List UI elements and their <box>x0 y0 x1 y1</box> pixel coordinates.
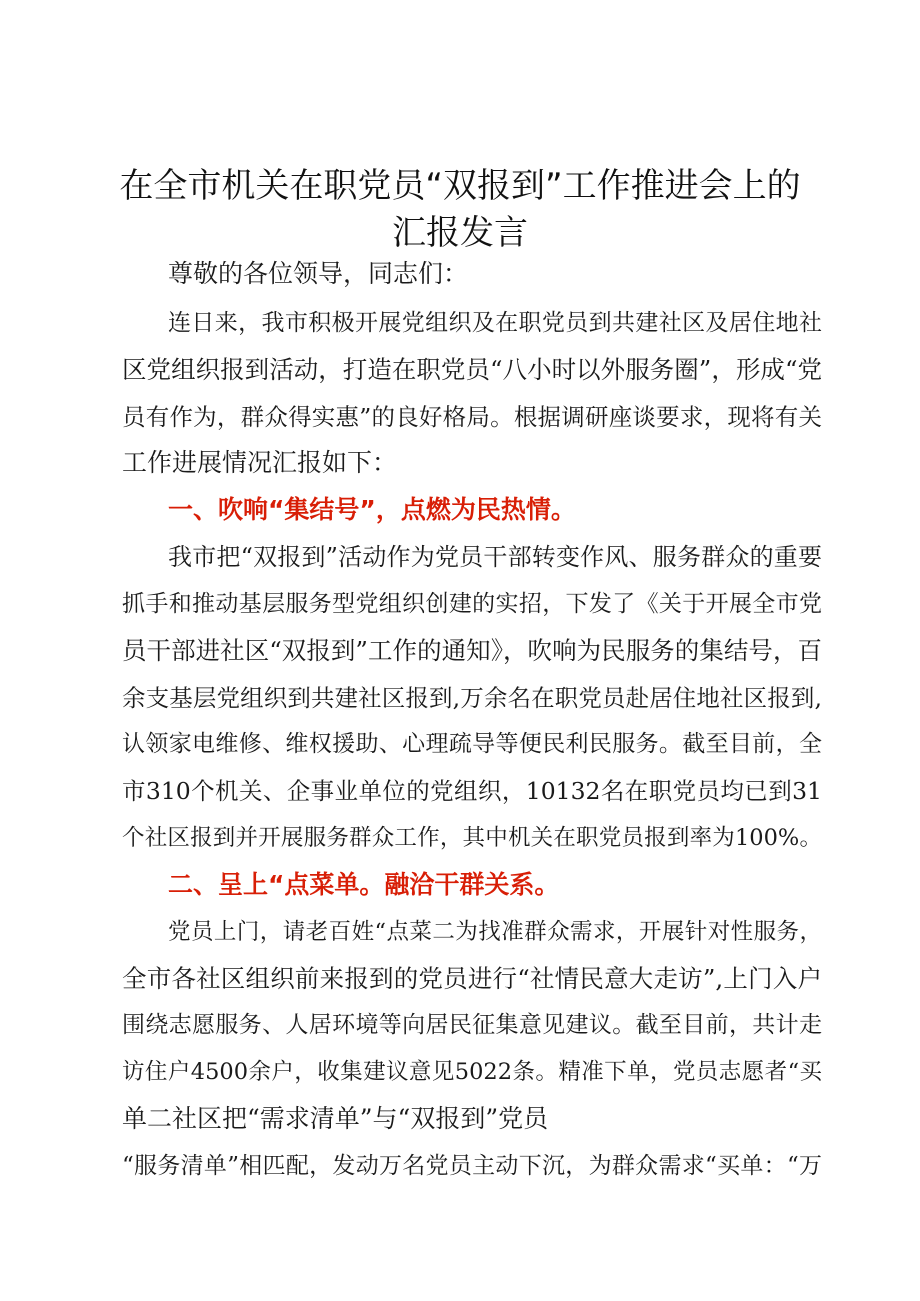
paragraph-line: 区党组织报到活动，打造在职党员“八小时以外服务圈”，形成“党 <box>122 355 822 384</box>
paragraph-line: 访住户4500余户，收集建议意见5022条。精准下单，党员志愿者“买 <box>122 1059 822 1085</box>
salutation: 尊敬的各位领导，同志们： <box>168 259 469 288</box>
paragraph-line: 工作进展情况汇报如下： <box>122 448 398 477</box>
paragraph-line: 余支基层党组织到共建社区报到,万余名在职党员赴居住地社区报到, <box>122 684 822 712</box>
paragraph-line: 围绕志愿服务、人居环境等向居民征集意见建议。截至目前，共计走 <box>122 1012 822 1038</box>
paragraph-line: 市310个机关、企事业单位的党组织，10132名在职党员均已到31 <box>122 777 822 805</box>
paragraph-line: 连日来，我市积极开展党组织及在职党员到共建社区及居住地社 <box>168 310 822 336</box>
document-title-line-1: 在全市机关在职党员“双报到”工作推进会上的 <box>119 166 801 206</box>
paragraph-line: “服务清单”相匹配，发动万名党员主动下沉，为群众需求“买单：“万 <box>122 1153 822 1179</box>
paragraph-line: 个社区报到并开展服务群众工作，其中机关在职党员报到率为100%。 <box>122 825 822 851</box>
section-heading-2: 二、呈上“点菜单。融洽干群关系。 <box>168 870 560 899</box>
paragraph-line: 党员上门，请老百姓“点菜二为找准群众需求，开展针对性服务， <box>168 919 822 945</box>
paragraph-line: 单二社区把“需求清单”与“双报到”党员 <box>122 1104 549 1133</box>
paragraph-line: 认领家电维修、维权援助、心理疏导等便民利民服务。截至目前，全 <box>122 731 822 757</box>
paragraph-line: 全市各社区组织前来报到的党员进行“社情民意大走访”,上门入户 <box>122 964 822 993</box>
paragraph-line: 员有作为，群众得实惠”的良好格局。根据调研座谈要求，现将有关 <box>122 403 822 431</box>
paragraph-line: 员干部进社区“双报到”工作的通知》，吹响为民服务的集结号，百 <box>122 636 822 665</box>
section-heading-1: 一、吹响“集结号”，点燃为民热情。 <box>168 495 576 524</box>
document-title-line-2: 汇报发言 <box>392 213 528 253</box>
paragraph-line: 抓手和推动基层服务型党组织创建的实招，下发了《关于开展全市党 <box>122 591 822 617</box>
paragraph-line: 我市把“双报到”活动作为党员干部转变作风、服务群众的重要 <box>168 543 822 571</box>
